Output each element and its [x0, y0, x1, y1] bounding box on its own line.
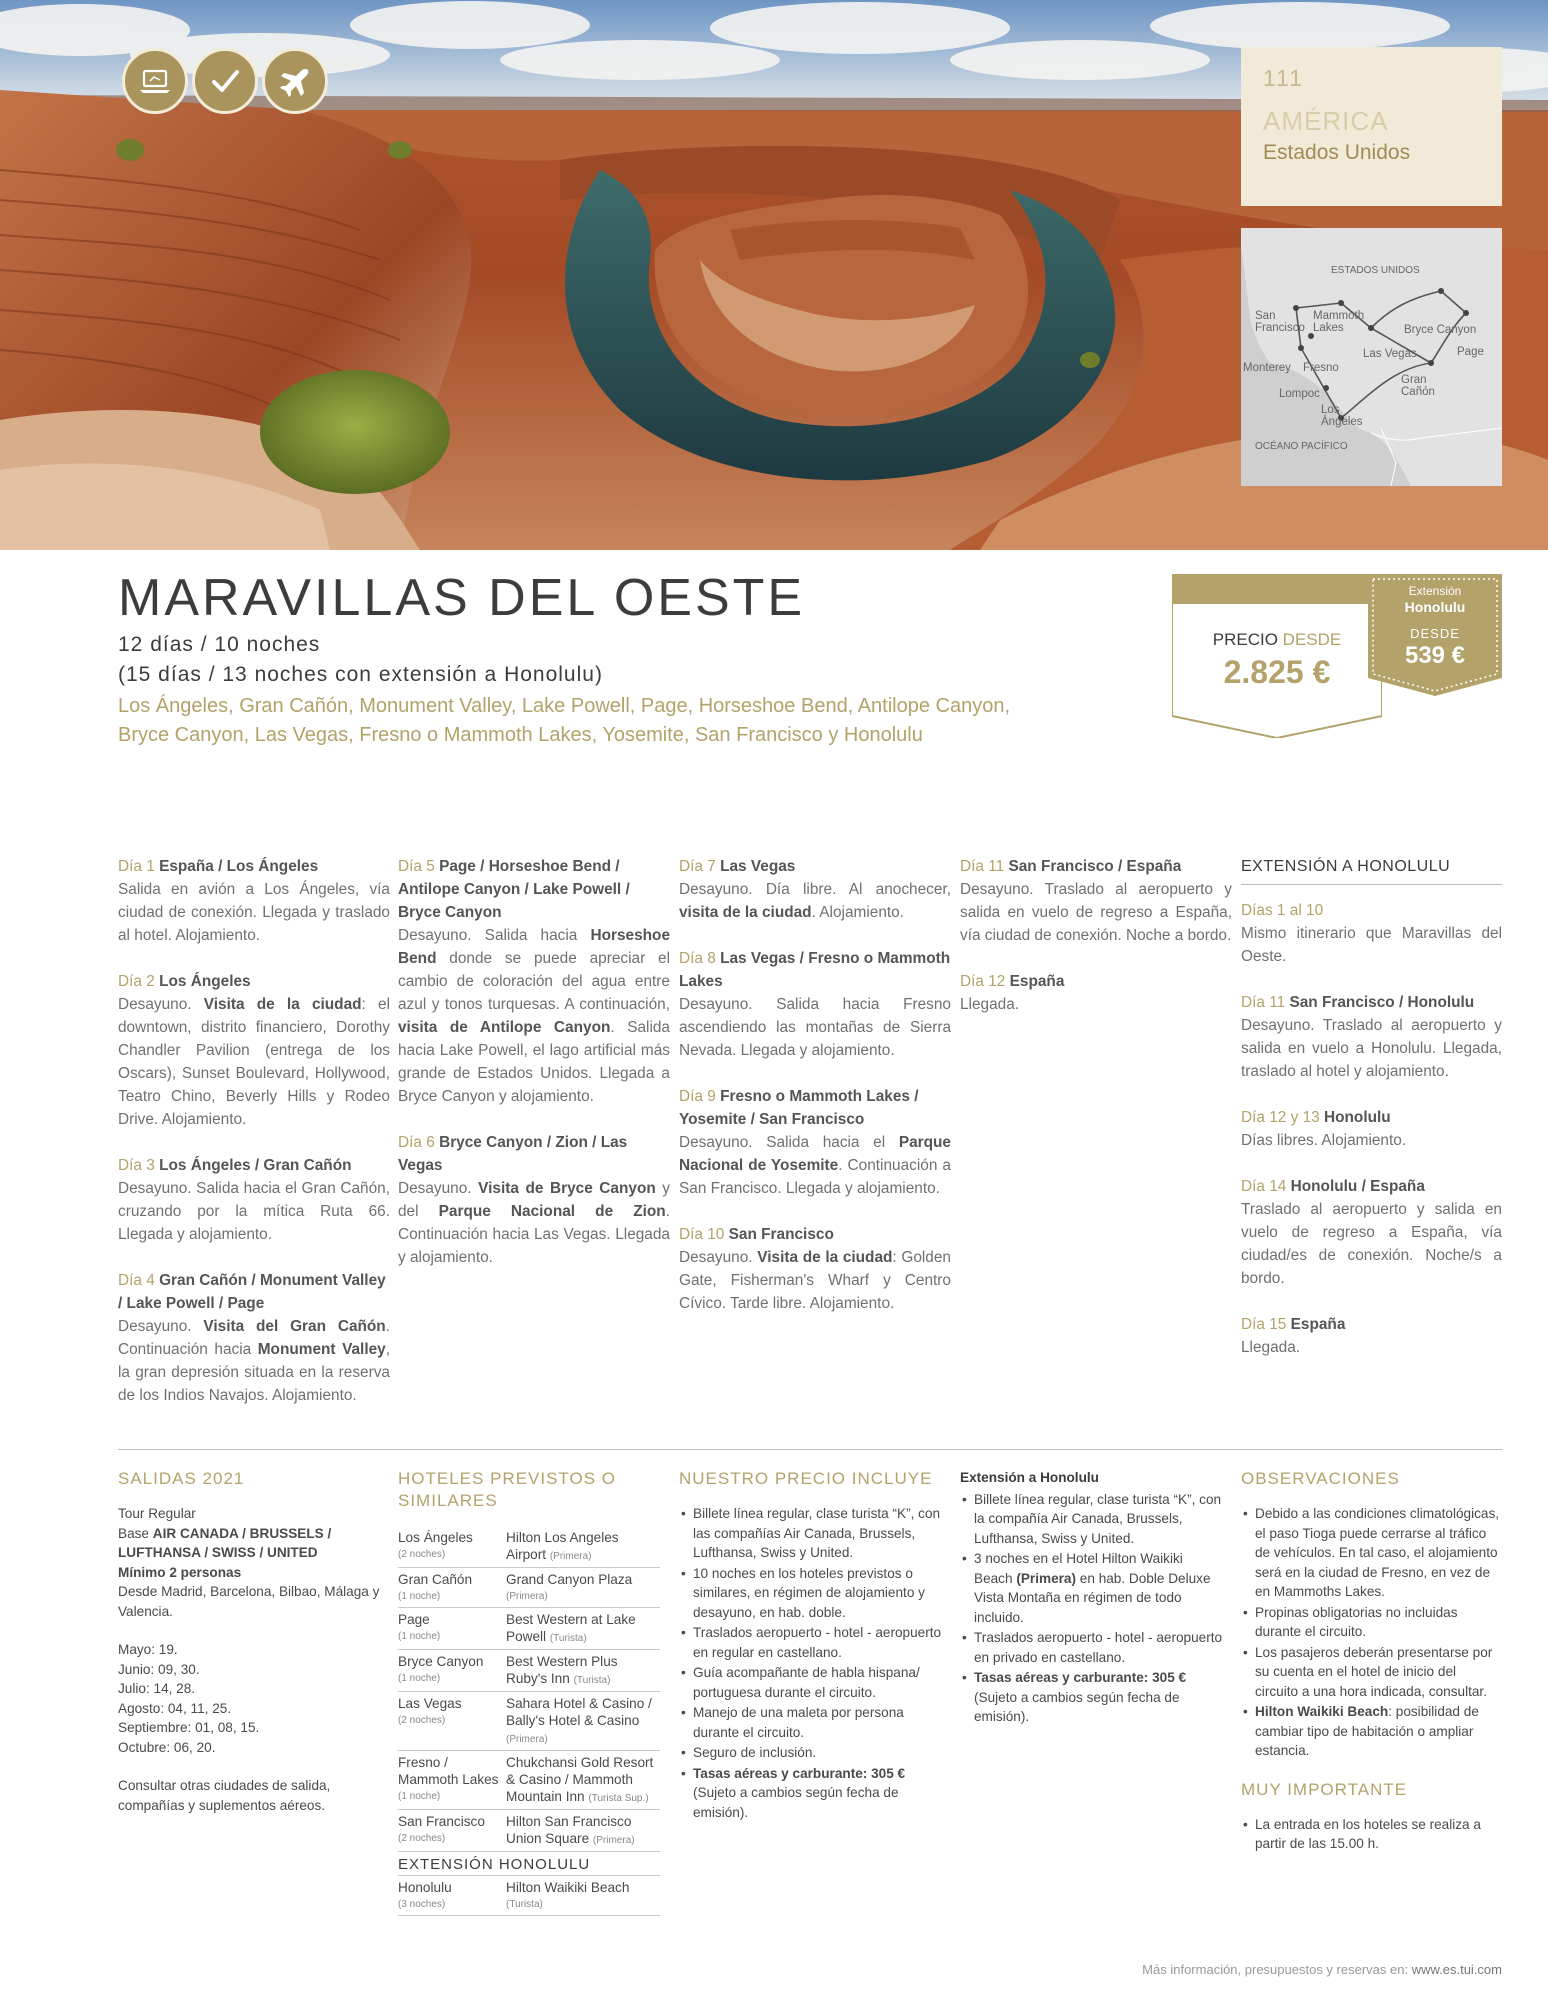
hotel-name: Hilton Los Angeles Airport: [506, 1530, 619, 1562]
extension-includes-list: [960, 1490, 1225, 1727]
destination-box: [1241, 47, 1502, 206]
hotel-nights: (3 noches): [398, 1899, 446, 1910]
departure-date: Julio: 14, 28.: [118, 1681, 196, 1696]
hotel-category: (Primera): [592, 1835, 635, 1846]
list-item: • Traslados aeropuerto - hotel - aeropuerto en regular en castellano.: [679, 1623, 944, 1662]
day-label: Día 7: [679, 858, 716, 875]
hotel-nights: (1 noche): [398, 1631, 441, 1642]
day-route: Honolulu / España: [1290, 1178, 1425, 1195]
route-map: [1241, 228, 1502, 486]
hotel-city: San Francisco: [398, 1814, 485, 1829]
table-row: [398, 1650, 660, 1692]
itinerary-column-4: [960, 855, 1232, 1039]
extension-day: [1241, 991, 1502, 1083]
itinerary-day: [960, 855, 1232, 947]
list-item: • Tasas aéreas y carburante: 305 € (Sujeto a cambios según fecha de emisión).: [960, 1668, 1225, 1727]
itinerary-day: [398, 1131, 670, 1269]
table-row: [398, 1526, 660, 1568]
hotels-table: [398, 1526, 660, 1916]
day-route: Las Vegas: [720, 858, 796, 875]
day-label: Día 8: [679, 950, 716, 967]
hotel-nights: (2 noches): [398, 1715, 446, 1726]
day-label: Día 3: [118, 1157, 155, 1174]
day-text: Desayuno. Visita de la ciudad: el downtown, distrito financiero, Dorothy Chandler Pavilion (entrega de los Oscars), Sunset Boulevard, Hollywood, Teatro Chino, Beverly Hills y Rodeo Drive. Alojamiento.: [118, 996, 390, 1128]
itinerary-day: [118, 1154, 390, 1246]
day-route: San Francisco: [728, 1226, 834, 1243]
table-row: [398, 1876, 660, 1916]
day-text: Mismo itinerario que Maravillas del Oeste.: [1241, 925, 1502, 965]
destination-region: AMÉRICA: [1263, 106, 1389, 136]
day-label: Día 9: [679, 1088, 716, 1105]
day-text: Salida en avión a Los Ángeles, vía ciudad de conexión. Llegada y traslado al hotel. Alojamiento.: [118, 881, 390, 944]
price-label: [1172, 630, 1382, 650]
list-item: • Tasas aéreas y carburante: 305 € (Sujeto a cambios según fecha de emisión).: [679, 1764, 944, 1823]
day-route: Los Ángeles: [159, 973, 251, 990]
day-route: Las Vegas / Fresno o Mammoth Lakes: [679, 950, 951, 990]
list-item: • Billete línea regular, clase turista “K”, con la compañía Air Canada, Brussels, Lufthansa, Swiss y United.: [960, 1490, 1225, 1549]
departure-cities: Desde Madrid, Barcelona, Bilbao, Málaga y Valencia.: [118, 1584, 380, 1619]
itinerary-column-2: [398, 855, 670, 1292]
hotel-name: Best Western at Lake Powell: [506, 1612, 636, 1644]
hotels-extension-header: EXTENSIÓN HONOLULU: [398, 1852, 660, 1876]
day-label: Día 4: [118, 1272, 155, 1289]
hotel-city: Los Ángeles: [398, 1530, 473, 1545]
footer-text: Más información, presupuestos y reservas en:: [1142, 1962, 1412, 1977]
destination-number: 111: [1263, 65, 1304, 91]
price-box: [1172, 574, 1382, 738]
day-route: España / Los Ángeles: [159, 858, 319, 875]
day-text: Desayuno. Traslado al aeropuerto y salida en vuelo de regreso a España, vía ciudad de conexión. Noche a bordo.: [960, 881, 1232, 944]
day-route: Honolulu: [1324, 1109, 1391, 1126]
important-list: [1241, 1815, 1502, 1854]
hotel-name: Hilton Waikiki Beach: [506, 1880, 630, 1895]
hotels-section: [398, 1468, 660, 1916]
list-item: • Manejo de una maleta por persona durante el circuito.: [679, 1703, 944, 1742]
day-text: Llegada.: [960, 996, 1020, 1013]
hotel-city: Las Vegas: [398, 1696, 462, 1711]
itinerary-day: [679, 855, 951, 924]
map-country-label: ESTADOS UNIDOS: [1331, 265, 1420, 276]
itinerary-day: [118, 855, 390, 947]
day-route: Bryce Canyon / Zion / Las Vegas: [398, 1134, 628, 1174]
itinerary-day: [679, 1085, 951, 1200]
footer: [1142, 1962, 1502, 1977]
observations-list: [1241, 1504, 1502, 1761]
map-city-label: Bryce Canyon: [1404, 324, 1477, 336]
hotel-city: Honolulu: [398, 1880, 452, 1895]
price-includes-list: [679, 1504, 944, 1822]
hotel-category: (Turista): [506, 1899, 543, 1910]
day-route: España: [1009, 973, 1065, 990]
list-item: • 3 noches en el Hotel Hilton Waikiki Beach (Primera) en hab. Doble Deluxe Vista Montaña en régimen de todo incluido.: [960, 1549, 1225, 1627]
day-text: Desayuno. Salida hacia Horseshoe Bend donde se puede apreciar el cambio de coloración del agua entre azul y tonos turquesas. A continuación, visita de Antilope Canyon. Salida hacia Lake Powell, el lago artificial más grande de Estados Unidos. Llegada a Bryce Canyon y alojamiento.: [398, 927, 670, 1105]
price-includes-title: NUESTRO PRECIO INCLUYE: [679, 1469, 933, 1488]
itinerary-day: [679, 947, 951, 1062]
hotel-category: (Turista Sup.): [588, 1793, 649, 1804]
hero-image: [0, 0, 1548, 550]
day-label: Día 12: [960, 973, 1006, 990]
day-route: Los Ángeles / Gran Cañón: [159, 1157, 352, 1174]
itinerary-column-3: [679, 855, 951, 1338]
day-label: Días 1 al 10: [1241, 902, 1324, 919]
destination-country: Estados Unidos: [1263, 141, 1411, 164]
hotel-nights: (1 noche): [398, 1591, 441, 1602]
hotel-nights: (1 noche): [398, 1791, 441, 1802]
list-item: • Propinas obligatorias no incluidas durante el circuito.: [1241, 1603, 1502, 1642]
day-text: Desayuno. Salida hacia el Gran Cañón, cruzando por la mítica Ruta 66. Llegada y alojamiento.: [118, 1180, 390, 1243]
map-ocean-label: OCÉANO PACÍFICO: [1255, 441, 1348, 452]
day-route: Page / Horseshoe Bend / Antilope Canyon / Lake Powell / Bryce Canyon: [398, 858, 630, 921]
section-divider: [118, 1449, 1502, 1450]
hotel-category: (Primera): [549, 1551, 592, 1562]
departure-date: Septiembre: 01, 08, 15.: [118, 1720, 260, 1735]
tour-duration: [118, 630, 603, 691]
table-row: [398, 1692, 660, 1751]
map-city-label: Mammoth Lakes: [1313, 310, 1365, 335]
table-row: [398, 1608, 660, 1650]
day-label: Día 5: [398, 858, 435, 875]
hotel-city: Fresno / Mammoth Lakes: [398, 1755, 499, 1787]
day-route: Gran Cañón / Monument Valley / Lake Powell / Page: [118, 1272, 386, 1312]
day-text: Desayuno. Día libre. Al anochecer, visita de la ciudad. Alojamiento.: [679, 881, 951, 921]
footer-link[interactable]: www.es.tui.com: [1411, 1962, 1502, 1977]
day-route: San Francisco / Honolulu: [1289, 994, 1475, 1011]
day-label: Día 2: [118, 973, 155, 990]
base-airlines: Base AIR CANADA / BRUSSELS / LUFTHANSA / SWISS / UNITED: [118, 1525, 332, 1560]
extension-includes-section: [960, 1468, 1225, 1728]
day-label: Día 15: [1241, 1316, 1287, 1333]
list-item: • Seguro de inclusión.: [679, 1743, 944, 1763]
day-label: Día 1: [118, 858, 155, 875]
list-item: • Guía acompañante de habla hispana/ portuguesa durante el circuito.: [679, 1663, 944, 1702]
table-row: [398, 1810, 660, 1852]
extension-includes-title: Extensión a Honolulu: [960, 1470, 1099, 1485]
day-text: Desayuno. Salida hacia Fresno ascendiendo las montañas de Sierra Nevada. Llegada y alojamiento.: [679, 996, 951, 1059]
duration-text: 12 días / 10 noches: [118, 633, 321, 656]
extension-day: [1241, 1106, 1502, 1152]
price-includes-section: [679, 1468, 944, 1823]
list-item: • Hilton Waikiki Beach: posibilidad de cambiar tipo de habitación o ampliar estancia.: [1241, 1702, 1502, 1761]
airplane-icon: [262, 48, 328, 114]
hotels-title: HOTELES PREVISTOS O SIMILARES: [398, 1469, 617, 1510]
extension-day: [1241, 899, 1502, 968]
observations-title: OBSERVACIONES: [1241, 1469, 1400, 1488]
list-item: • Traslados aeropuerto - hotel - aeropuerto en privado en castellano.: [960, 1628, 1225, 1667]
table-row: [398, 1568, 660, 1608]
hotel-name: Sahara Hotel & Casino / Bally's Hotel & Casino: [506, 1696, 652, 1728]
hotel-city: Gran Cañón: [398, 1572, 473, 1587]
hotel-name: Best Western Plus Ruby's Inn: [506, 1654, 618, 1686]
map-city-label: Lompoc: [1279, 388, 1320, 400]
extension-title: EXTENSIÓN A HONOLULU: [1241, 855, 1502, 885]
tour-title: MARAVILLAS DEL OESTE: [118, 569, 806, 627]
day-text: Llegada.: [1241, 1339, 1301, 1356]
salidas-section: [118, 1468, 383, 1815]
map-city-label: Page: [1457, 346, 1484, 358]
extension-price-value: 539 €: [1404, 642, 1466, 669]
list-item: • Billete línea regular, clase turista “K”, con las compañías Air Canada, Brussels, Lufthansa, Swiss y United.: [679, 1504, 944, 1563]
day-label: Día 6: [398, 1134, 435, 1151]
map-city-label: Los Ángeles: [1321, 404, 1363, 429]
salidas-note: Consultar otras ciudades de salida, compañías y suplementos aéreos.: [118, 1778, 331, 1813]
departure-date: Octubre: 06, 20.: [118, 1739, 216, 1755]
minimum-people: Mínimo 2 personas: [118, 1564, 242, 1580]
map-city-label: Gran Cañón: [1401, 374, 1435, 399]
map-city-label: San Francisco: [1255, 310, 1305, 335]
day-route: San Francisco / España: [1008, 858, 1182, 875]
duration-extension-text: (15 días / 13 noches con extensión a Honolulu): [118, 663, 603, 687]
departure-date: Agosto: 04, 11, 25.: [118, 1700, 232, 1716]
day-text: Desayuno. Salida hacia el Parque Nacional de Yosemite. Continuación a San Francisco. Llegada y alojamiento.: [679, 1134, 951, 1197]
itinerary-day: [118, 970, 390, 1131]
extension-price-box: [1368, 574, 1502, 696]
important-title: MUY IMPORTANTE: [1241, 1779, 1408, 1799]
feature-badges: [122, 48, 328, 114]
day-text: Traslado al aeropuerto y salida en vuelo de regreso a España, vía ciudad/es de conexión. Noche/s a bordo.: [1241, 1201, 1502, 1287]
day-text: Días libres. Alojamiento.: [1241, 1132, 1407, 1149]
hotel-nights: (2 noches): [398, 1833, 446, 1844]
day-text: Desayuno. Visita de Bryce Canyon y del Parque Nacional de Zion. Continuación hacia Las Vegas. Llegada y alojamiento.: [398, 1180, 670, 1266]
day-label: Día 12 y 13: [1241, 1109, 1320, 1126]
extension-label: Extensión: [1408, 584, 1462, 598]
list-item: • Debido a las condiciones climatológicas, el paso Tioga puede cerrarse al tráfico de vehículos. En tal caso, el alojamiento será en la ciudad de Fresno, en vez de en Mammoths Lakes.: [1241, 1504, 1502, 1602]
laptop-icon: [122, 48, 188, 114]
day-route: España: [1290, 1316, 1346, 1333]
day-label: Día 11: [1241, 994, 1286, 1011]
extension-destination: Honolulu: [1404, 599, 1466, 615]
extension-day: [1241, 1313, 1502, 1359]
itinerary-column-1: [118, 855, 390, 1430]
list-item: • La entrada en los hoteles se realiza a partir de las 15.00 h.: [1241, 1815, 1502, 1854]
salidas-title: SALIDAS 2021: [118, 1469, 245, 1488]
itinerary-day: [398, 855, 670, 1108]
map-city-label: Las Vegas: [1363, 348, 1417, 360]
departure-date: Junio: 09, 30.: [118, 1661, 200, 1677]
itinerary-extension-column: [1241, 855, 1502, 1382]
price-value: 2.825 €: [1223, 654, 1331, 690]
hotel-name: Grand Canyon Plaza: [506, 1572, 633, 1587]
hotel-name: Chukchansi Gold Resort & Casino / Mammoth Mountain Inn: [506, 1755, 654, 1804]
observations-section: [1241, 1468, 1502, 1855]
hotel-city: Bryce Canyon: [398, 1654, 484, 1669]
hotel-nights: (1 noche): [398, 1673, 441, 1684]
hotel-nights: (2 noches): [398, 1549, 446, 1560]
hotel-category: (Primera): [506, 1734, 548, 1745]
extension-day: [1241, 1175, 1502, 1290]
itinerary-day: [960, 970, 1232, 1016]
day-text: Desayuno. Visita del Gran Cañón. Continuación hacia Monument Valley, la gran depresión situada en la reserva de los Indios Navajos. Alojamiento.: [118, 1318, 391, 1404]
day-text: Desayuno. Visita de la ciudad: Golden Gate, Fisherman's Wharf y Centro Cívico. Tarde libre. Alojamiento.: [679, 1249, 951, 1312]
itinerary-day: [118, 1269, 390, 1407]
day-route: Fresno o Mammoth Lakes / Yosemite / San Francisco: [679, 1088, 919, 1128]
departure-date: Mayo: 19.: [118, 1642, 178, 1657]
hotel-category: (Turista): [549, 1633, 587, 1644]
hotel-name: Hilton San Francisco Union Square: [506, 1814, 632, 1846]
map-city-label: Fresno: [1303, 362, 1339, 374]
hotel-category: (Turista): [573, 1675, 611, 1686]
tour-type: Tour Regular: [118, 1506, 196, 1521]
table-row: [398, 1751, 660, 1810]
price-from-text: DESDE: [1282, 630, 1342, 649]
price-label-text: PRECIO: [1212, 630, 1278, 649]
hotel-category: (Primera): [506, 1591, 548, 1602]
check-icon: [192, 48, 258, 114]
hotel-city: Page: [398, 1612, 430, 1627]
map-city-label: Monterey: [1243, 362, 1291, 374]
day-label: Día 11: [960, 858, 1005, 875]
itinerary-day: [679, 1223, 951, 1315]
day-text: Desayuno. Traslado al aeropuerto y salida en vuelo a Honolulu. Llegada, traslado al hotel y alojamiento.: [1241, 1017, 1502, 1080]
day-label: Día 10: [679, 1226, 725, 1243]
extension-from: DESDE: [1410, 626, 1460, 641]
day-label: Día 14: [1241, 1178, 1287, 1195]
list-item: • Los pasajeros deberán presentarse por su cuenta en el hotel de inicio del circuito a una hora indicada, consultar.: [1241, 1643, 1502, 1702]
list-item: • 10 noches en los hoteles previstos o similares, en régimen de alojamiento y desayuno, en hab. doble.: [679, 1564, 944, 1623]
tour-places: Los Ángeles, Gran Cañón, Monument Valley, Lake Powell, Page, Horseshoe Bend, Antilope Canyon, Bryce Canyon, Las Vegas, Fresno o Mammoth Lakes, Yosemite, San Francisco y Honolulu: [118, 695, 1011, 746]
